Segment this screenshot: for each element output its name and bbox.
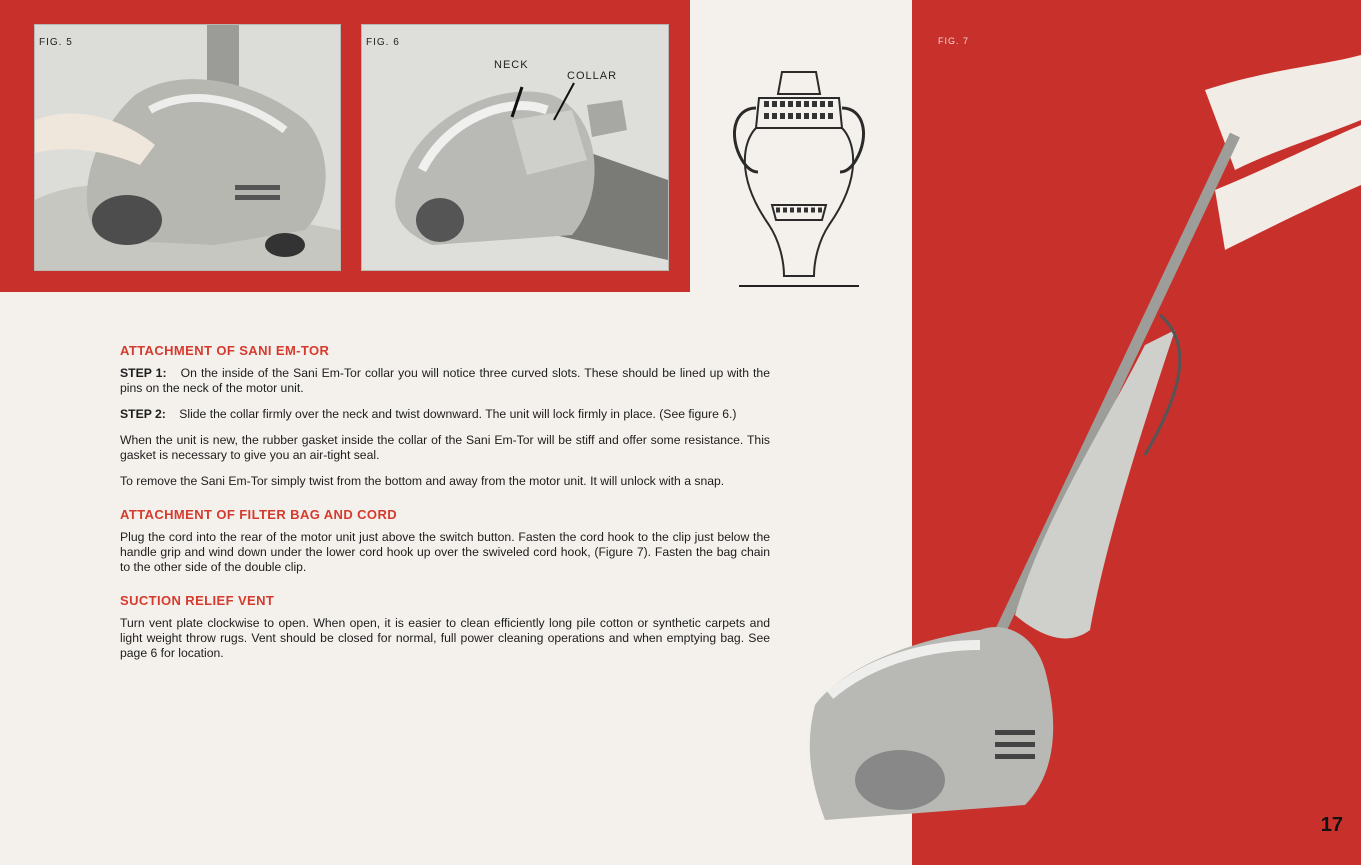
page-number: 17 bbox=[1320, 814, 1343, 836]
vacuum-cleaner-illustration bbox=[805, 45, 1361, 835]
instructions-column bbox=[120, 343, 770, 679]
section-suction-relief bbox=[120, 593, 770, 661]
remove-paragraph: To remove the Sani Em-Tor simply twist from the bottom and away from the motor unit. It will unlock with a snap. bbox=[120, 474, 725, 488]
left-red-edge bbox=[0, 0, 22, 290]
heading-attachment-sani: ATTACHMENT OF SANI EM-TOR bbox=[120, 343, 330, 358]
figure-5-label: FIG. 5 bbox=[39, 37, 73, 48]
step-1-label: STEP 1: bbox=[120, 366, 167, 380]
neck-callout: NECK bbox=[494, 59, 529, 71]
step-2-text: Slide the collar firmly over the neck and twist downward. The unit will lock firmly in place. (See figure 6.) bbox=[179, 407, 737, 421]
step-1-text: On the inside of the Sani Em-Tor collar you will notice three curved slots. These should be lined up with the pins on the neck of the motor unit. bbox=[120, 366, 770, 395]
new-unit-paragraph: When the unit is new, the rubber gasket inside the collar of the Sani Em-Tor will be stiff and offer some resistance. This gasket is necessary to give you an air-tight seal. bbox=[120, 433, 770, 462]
step-2-label: STEP 2: bbox=[120, 407, 166, 421]
figure-6-label: FIG. 6 bbox=[366, 37, 400, 48]
heading-attachment-filter: ATTACHMENT OF FILTER BAG AND CORD bbox=[120, 507, 398, 522]
figure-6-photo bbox=[361, 24, 669, 271]
step-1-paragraph bbox=[120, 366, 770, 396]
filter-paragraph: Plug the cord into the rear of the motor unit just above the switch button. Fasten the cord hook to the clip just below the handle grip and wind down under the lower cord hook up over the swiveled cord hook, (Figure 7). Fasten the bag chain to the other side of the double clip. bbox=[120, 530, 770, 574]
figure-7-label: FIG. 7 bbox=[938, 36, 970, 46]
section-attachment-filter bbox=[120, 507, 770, 575]
vacuum-closeup-illustration bbox=[35, 25, 340, 270]
heading-suction-relief: SUCTION RELIEF VENT bbox=[120, 593, 275, 608]
figure-5-photo bbox=[34, 24, 341, 271]
suction-paragraph: Turn vent plate clockwise to open. When open, it is easier to clean efficiently long pile cotton or synthetic carpets and light weight throw rugs. Vent should be closed for normal, full power cleaning operations and when emptying bag. See page 6 for location. bbox=[120, 616, 770, 660]
collar-callout: COLLAR bbox=[567, 70, 618, 82]
step-2-paragraph bbox=[120, 407, 770, 422]
section-attachment-sani bbox=[120, 343, 770, 489]
